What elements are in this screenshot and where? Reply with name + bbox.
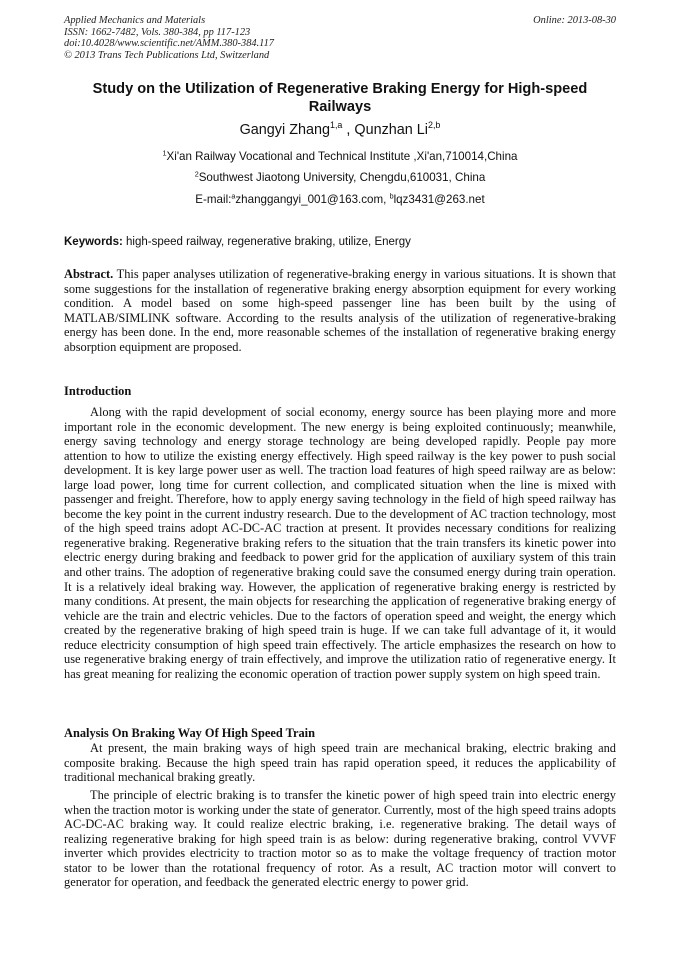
email-prefix: E-mail: xyxy=(195,193,232,206)
affiliation-mark: 1 xyxy=(162,148,167,158)
email-mark: b xyxy=(389,191,394,201)
online-date: Online: 2013-08-30 xyxy=(533,15,616,26)
author-line xyxy=(64,121,616,139)
paper-title: Study on the Utilization of Regenerative Braking Energy for High-speed Railways xyxy=(92,81,588,115)
copyright-line: © 2013 Trans Tech Publications Ltd, Switzerland xyxy=(64,49,270,61)
email-line xyxy=(64,193,616,207)
keywords-label: Keywords: xyxy=(64,236,123,248)
analysis-paragraph-2: The principle of electric braking is to transfer the kinetic power of high speed train into electric energy when the traction motor is working under the state of generator. Currently, most of the high speed trains adopts AC-DC-AC braking way. It could realize electric braking, i.e. regenerative braking. The detail ways of realizing regenerative braking for high speed train is as below: during regenerative braking, control VVVF inverter which provides electricity to traction motor so as to make the voltage frequency of traction motor stator to be lower than the rotational frequency of rotor. As a result, AC traction motor will convert to generator for operation, and feedback the generated electric energy to power grid. xyxy=(64,788,616,890)
analysis-paragraph-1: At present, the main braking ways of high speed train are mechanical braking, electric braking and composite braking. Because the high speed train has rapid operation speed, it reduces the applicability of traditional mechanical braking greatly. xyxy=(64,741,616,785)
affiliation-mark: 2 xyxy=(194,169,199,179)
author-affiliation-mark: 1,a xyxy=(330,120,343,131)
abstract-label: Abstract. xyxy=(64,267,114,281)
affiliation-2 xyxy=(64,171,616,185)
affiliation-text: Xi'an Railway Vocational and Technical Institute ,Xi'an,710014,China xyxy=(166,150,518,163)
section-heading-analysis: Analysis On Braking Way Of High Speed Train xyxy=(64,726,315,740)
affiliation-text: Southwest Jiaotong University, Chengdu,610031, China xyxy=(198,171,486,184)
author-name: Qunzhan Li xyxy=(354,122,428,138)
keywords-text: high-speed railway, regenerative braking, utilize, Energy xyxy=(122,236,411,248)
doi-line: doi:10.4028/www.scientific.net/AMM.380-384.117 xyxy=(64,38,274,50)
journal-header xyxy=(64,15,616,61)
author-separator: , xyxy=(342,122,355,138)
journal-name: Applied Mechanics and Materials xyxy=(64,15,206,26)
abstract-text: This paper analyses utilization of regenerative-braking energy in various situations. It is shown that some suggestions for the installation of regenerative braking energy absorption equipment for every working condition. A model based on some high-speed passenger line has been built by the using of MATLAB/SIMLINK software. According to the results analysis of the utilization of regenerative-braking energy has been done. In the end, more reasonable schemes of the installation of regenerative braking energy absorption equipment are proposed. xyxy=(64,267,616,354)
abstract xyxy=(64,267,616,354)
introduction-paragraph: Along with the rapid development of social economy, energy source has been playing more and more important role in the economic development. The new energy is being exploited continuously; meanwhile, energy saving technology and energy storage technology are being developed rapidly. People pay more attention to how to utilize the existing energy effectively. High speed railway is the key power to push social development. It is key large power user as well. The traction load features of high speed railway are as below: large load power, long time for current collection, and complicated situation when the line is mixed with passenger and freight. Therefore, how to apply energy saving technology in the field of high speed railway has become the key point in the current industry research. Due to the development of AC traction technology, most of the high speed trains adopt AC-DC-AC traction at present. It provides necessary conditions for realizing regenerative braking. Regenerative braking refers to the situation that the train transfers its kinetic power into electric energy during braking and feedback to power grid for the application of auxiliary system of this train and other trains. The adoption of regenerative braking could save the consumed energy during train operation. It is a relatively ideal braking way. However, the application of regenerative braking energy is restricted by many conditions. At present, the main objects for researching the application of regenerative braking energy of vehicle are the train and electric vehicles. Due to the factors of operation speed and weight, the energy which created by the regenerative braking of high speed train is huge. If we can take full advantage of it, it would reduce electricity consumption of high speed train effectively. The article emphasizes the research on how to use regenerative braking energy of train effectively, and improve the utilization ratio of regenerative energy. It has great meaning for realizing the economic operation of traction power supply system on high speed train. xyxy=(64,405,616,681)
section-heading-introduction: Introduction xyxy=(64,384,132,398)
keywords xyxy=(64,235,616,249)
author-affiliation-mark: 2,b xyxy=(428,120,441,131)
email-address: lqz3431@263.net xyxy=(393,193,485,206)
email-address: zhanggangyi_001@163.com, xyxy=(235,193,390,206)
issn-line: ISSN: 1662-7482, Vols. 380-384, pp 117-123 xyxy=(64,26,251,38)
email-mark: a xyxy=(231,191,236,201)
affiliation-1 xyxy=(64,150,616,164)
author-name: Gangyi Zhang xyxy=(239,122,330,138)
